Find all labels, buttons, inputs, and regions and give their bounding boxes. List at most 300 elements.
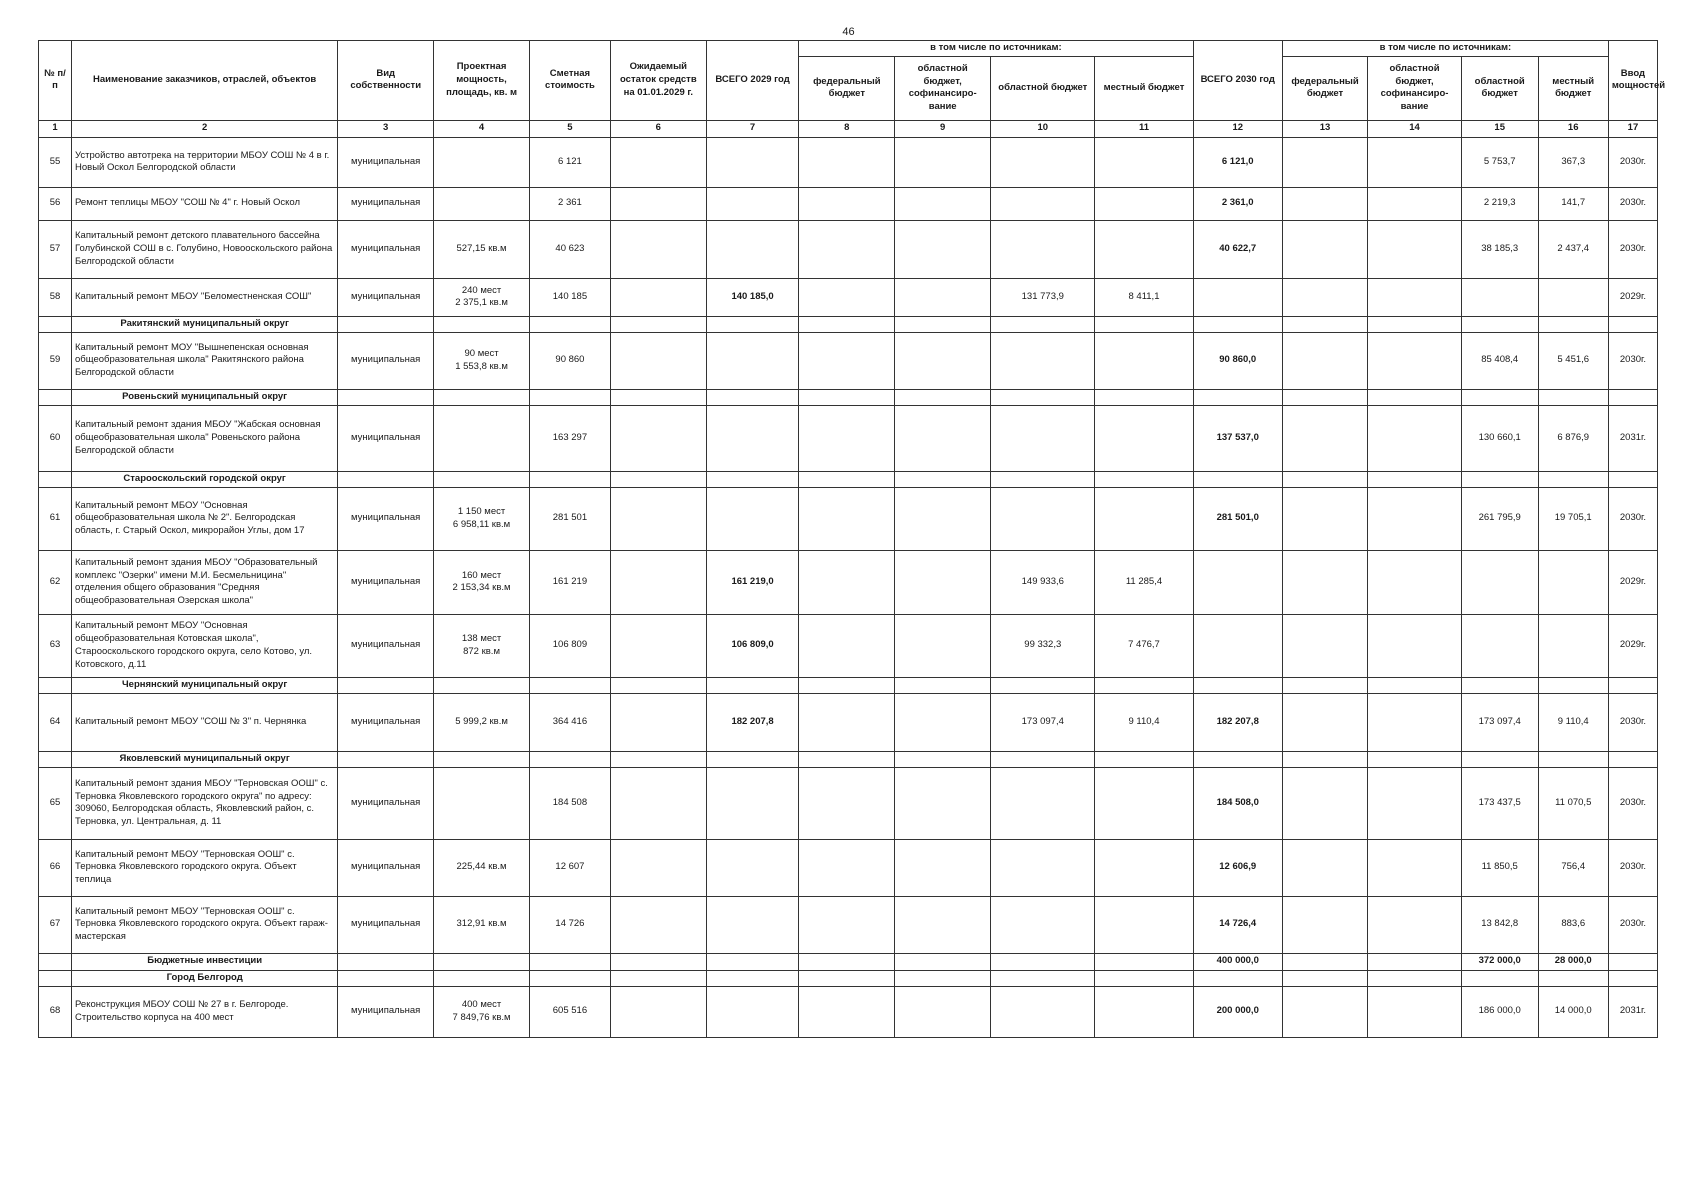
empty-cell [1368,316,1462,332]
empty-cell [1608,316,1657,332]
cell-name: Капитальный ремонт МБОУ "Терновская ООШ" с. Терновка Яковлевского городского округа. Объект теплица [72,839,338,896]
empty-cell [1538,970,1608,986]
cell-name: Устройство автотрека на территории МБОУ СОШ № 4 в г. Новый Оскол Белгородской области [72,137,338,187]
cell-total-2029: 140 185,0 [706,278,799,316]
cell-name: Капитальный ремонт здания МБОУ "Жабская основная общеобразовательная школа" Ровеньского района Белгородской области [72,405,338,471]
header-group-2029: в том числе по источникам: [799,41,1193,57]
cell-name: Капитальный ремонт МОУ "Вышнепенская основная общеобразовательная школа" Ракитянского района Белгородской области [72,332,338,389]
empty-cell [338,970,434,986]
cell-loc-2029 [1095,896,1193,953]
empty-cell [610,751,706,767]
cell-fed-2029 [799,986,895,1037]
cell-fed-2030 [1282,614,1367,677]
cell-fed-2030 [1282,137,1367,187]
cell-commission: 2030г. [1608,187,1657,220]
empty-cell [1282,471,1367,487]
empty-cell [1368,751,1462,767]
cell-loc-2029 [1095,137,1193,187]
cell-ownership: муниципальная [338,550,434,614]
header-estimate: Сметная стоимость [529,41,610,121]
cell-loc-2029 [1095,187,1193,220]
cell-remainder [610,839,706,896]
empty-cell [1461,471,1538,487]
empty-cell [39,389,72,405]
cell-cofin-2030 [1368,487,1462,550]
section-row [39,970,1658,986]
header-local-2029: местный бюджет [1095,56,1193,120]
cell-total-2030: 281 501,0 [1193,487,1282,550]
cell-cofin-2029 [895,487,991,550]
empty-cell [1193,316,1282,332]
table-row [39,332,1658,389]
header-ownership: Вид собственности [338,41,434,121]
empty-cell [1368,677,1462,693]
empty-cell [1538,389,1608,405]
cell-fed-2029 [799,187,895,220]
cell-total-2029 [706,405,799,471]
cell-ownership: муниципальная [338,839,434,896]
cell-total-2029 [706,137,799,187]
table-row [39,767,1658,839]
cell-loc-2029 [1095,405,1193,471]
total-loc-2030: 28 000,0 [1538,953,1608,970]
total-title: Бюджетные инвестиции [72,953,338,970]
cell-loc-2030: 6 876,9 [1538,405,1608,471]
cell-capacity: 160 мест 2 153,34 кв.м [434,550,530,614]
empty-cell [529,970,610,986]
empty-cell [1282,316,1367,332]
empty-cell [1461,970,1538,986]
empty-cell [991,677,1095,693]
cell-no: 67 [39,896,72,953]
section-title: Чернянский муниципальный округ [72,677,338,693]
cell-fed-2030 [1282,405,1367,471]
column-number: 6 [610,120,706,137]
cell-cofin-2029 [895,614,991,677]
cell-cofin-2030 [1368,278,1462,316]
empty-cell [991,751,1095,767]
cell-cofin-2029 [895,896,991,953]
table-row [39,839,1658,896]
cell-loc-2030 [1538,550,1608,614]
cell-fed-2030 [1282,187,1367,220]
cell-total-2029 [706,767,799,839]
table-row [39,896,1658,953]
cell-cofin-2030 [1368,986,1462,1037]
cell-cofin-2030 [1368,839,1462,896]
cell-reg-2029 [991,137,1095,187]
cell-name: Капитальный ремонт здания МБОУ "Терновская ООШ" с. Терновка Яковлевского городского округа" по адресу: 309060, Белгородская область, Яковлевский район, с. Терновка, ул. Центральная, д. 11 [72,767,338,839]
cell-total-2030: 2 361,0 [1193,187,1282,220]
cell-loc-2030: 19 705,1 [1538,487,1608,550]
cell-fed-2029 [799,332,895,389]
empty-cell [991,970,1095,986]
empty-cell [1461,316,1538,332]
section-title: Яковлевский муниципальный округ [72,751,338,767]
cell-ownership: муниципальная [338,986,434,1037]
cell-remainder [610,487,706,550]
cell-total-2030 [1193,278,1282,316]
cell-total-2029 [706,332,799,389]
cell-loc-2029 [1095,767,1193,839]
cell-cofin-2029 [895,839,991,896]
empty-cell [338,953,434,970]
cell-no: 55 [39,137,72,187]
cell-total-2030: 14 726,4 [1193,896,1282,953]
section-row [39,677,1658,693]
cell-estimate: 163 297 [529,405,610,471]
cell-fed-2029 [799,767,895,839]
cell-cofin-2030 [1368,220,1462,278]
cell-no: 59 [39,332,72,389]
empty-cell [39,970,72,986]
empty-cell [1282,970,1367,986]
cell-estimate: 40 623 [529,220,610,278]
empty-cell [1282,677,1367,693]
empty-cell [1368,970,1462,986]
cell-fed-2030 [1282,278,1367,316]
empty-cell [529,471,610,487]
cell-cofin-2029 [895,332,991,389]
cell-loc-2030: 883,6 [1538,896,1608,953]
empty-cell [1608,953,1657,970]
cell-reg-2030: 173 097,4 [1461,693,1538,751]
header-remainder: Ожидаемый остаток средств на 01.01.2029 г. [610,41,706,121]
empty-cell [529,316,610,332]
cell-cofin-2030 [1368,614,1462,677]
cell-ownership: муниципальная [338,187,434,220]
cell-cofin-2029 [895,767,991,839]
cell-remainder [610,187,706,220]
empty-cell [1608,751,1657,767]
cell-cofin-2029 [895,693,991,751]
cell-reg-2030: 2 219,3 [1461,187,1538,220]
column-number: 3 [338,120,434,137]
header-cofin-2030: областной бюджет, софинансиро-вание [1368,56,1462,120]
empty-cell [39,751,72,767]
empty-cell [706,677,799,693]
empty-cell [895,677,991,693]
cell-name: Капитальный ремонт детского плавательного бассейна Голубинской СОШ в с. Голубино, Новооскольского района Белгородской области [72,220,338,278]
cell-fed-2030 [1282,332,1367,389]
header-total-2029: ВСЕГО 2029 год [706,41,799,121]
column-number: 7 [706,120,799,137]
header-name: Наименование заказчиков, отраслей, объектов [72,41,338,121]
cell-reg-2030 [1461,278,1538,316]
header-total-2030: ВСЕГО 2030 год [1193,41,1282,121]
empty-cell [1461,389,1538,405]
empty-cell [39,316,72,332]
cell-reg-2030: 38 185,3 [1461,220,1538,278]
cell-fed-2030 [1282,767,1367,839]
cell-cofin-2030 [1368,332,1462,389]
cell-reg-2029 [991,220,1095,278]
cell-total-2030: 182 207,8 [1193,693,1282,751]
column-number: 15 [1461,120,1538,137]
empty-cell [1538,316,1608,332]
empty-cell [39,953,72,970]
cell-estimate: 140 185 [529,278,610,316]
cell-loc-2029 [1095,332,1193,389]
table-row [39,550,1658,614]
cell-commission: 2030г. [1608,896,1657,953]
empty-cell [434,677,530,693]
cell-commission: 2031г. [1608,405,1657,471]
empty-cell [895,751,991,767]
cell-remainder [610,278,706,316]
cell-commission: 2030г. [1608,839,1657,896]
cell-remainder [610,332,706,389]
empty-cell [1368,953,1462,970]
header-row-1 [39,41,1658,57]
cell-remainder [610,896,706,953]
empty-cell [39,677,72,693]
cell-commission: 2030г. [1608,137,1657,187]
cell-capacity: 527,15 кв.м [434,220,530,278]
cell-fed-2029 [799,896,895,953]
cell-total-2030: 90 860,0 [1193,332,1282,389]
cell-reg-2029 [991,332,1095,389]
cell-cofin-2029 [895,137,991,187]
cell-fed-2029 [799,614,895,677]
cell-no: 60 [39,405,72,471]
total-reg-2030: 372 000,0 [1461,953,1538,970]
cell-cofin-2029 [895,187,991,220]
cell-fed-2029 [799,405,895,471]
column-number: 4 [434,120,530,137]
cell-estimate: 12 607 [529,839,610,896]
table-row [39,220,1658,278]
page-number: 46 [842,26,855,38]
header-no: № п/п [39,41,72,121]
cell-reg-2029 [991,767,1095,839]
cell-loc-2030: 367,3 [1538,137,1608,187]
cell-estimate: 14 726 [529,896,610,953]
cell-fed-2030 [1282,986,1367,1037]
cell-reg-2029: 173 097,4 [991,693,1095,751]
cell-ownership: муниципальная [338,278,434,316]
cell-reg-2029 [991,839,1095,896]
cell-loc-2030: 11 070,5 [1538,767,1608,839]
cell-total-2029 [706,986,799,1037]
cell-name: Капитальный ремонт МБОУ "Беломестненская СОШ" [72,278,338,316]
cell-estimate: 106 809 [529,614,610,677]
cell-no: 63 [39,614,72,677]
cell-capacity [434,137,530,187]
cell-reg-2030 [1461,614,1538,677]
header-federal-2029: федеральный бюджет [799,56,895,120]
header-local-2030: местный бюджет [1538,56,1608,120]
empty-cell [434,751,530,767]
cell-ownership: муниципальная [338,693,434,751]
cell-loc-2029: 7 476,7 [1095,614,1193,677]
cell-loc-2030: 5 451,6 [1538,332,1608,389]
cell-reg-2030: 85 408,4 [1461,332,1538,389]
header-regional-2029: областной бюджет [991,56,1095,120]
cell-fed-2029 [799,278,895,316]
empty-cell [991,471,1095,487]
cell-loc-2030: 9 110,4 [1538,693,1608,751]
header-cofin-2029: областной бюджет, софинансиро-вание [895,56,991,120]
column-number: 16 [1538,120,1608,137]
column-number: 5 [529,120,610,137]
column-number: 13 [1282,120,1367,137]
cell-commission: 2029г. [1608,614,1657,677]
cell-capacity: 1 150 мест 6 958,11 кв.м [434,487,530,550]
column-number: 10 [991,120,1095,137]
cell-commission: 2030г. [1608,220,1657,278]
empty-cell [799,389,895,405]
empty-cell [529,953,610,970]
cell-no: 61 [39,487,72,550]
cell-capacity [434,405,530,471]
column-number: 17 [1608,120,1657,137]
column-number: 8 [799,120,895,137]
cell-estimate: 605 516 [529,986,610,1037]
cell-no: 64 [39,693,72,751]
cell-total-2029: 182 207,8 [706,693,799,751]
empty-cell [1282,389,1367,405]
empty-cell [1095,970,1193,986]
cell-total-2030: 12 606,9 [1193,839,1282,896]
empty-cell [529,389,610,405]
empty-cell [434,389,530,405]
cell-fed-2029 [799,550,895,614]
total-total-2030: 400 000,0 [1193,953,1282,970]
empty-cell [1608,471,1657,487]
cell-ownership: муниципальная [338,767,434,839]
empty-cell [338,389,434,405]
empty-cell [706,751,799,767]
section-title: Город Белгород [72,970,338,986]
cell-no: 66 [39,839,72,896]
cell-reg-2030: 5 753,7 [1461,137,1538,187]
column-number: 11 [1095,120,1193,137]
cell-remainder [610,550,706,614]
empty-cell [338,751,434,767]
empty-cell [706,316,799,332]
cell-reg-2029 [991,487,1095,550]
cell-total-2029: 106 809,0 [706,614,799,677]
empty-cell [610,471,706,487]
cell-cofin-2029 [895,550,991,614]
empty-cell [991,389,1095,405]
cell-fed-2029 [799,137,895,187]
cell-cofin-2030 [1368,896,1462,953]
cell-fed-2030 [1282,839,1367,896]
cell-remainder [610,137,706,187]
cell-estimate: 364 416 [529,693,610,751]
cell-estimate: 281 501 [529,487,610,550]
cell-fed-2030 [1282,550,1367,614]
table-row [39,487,1658,550]
cell-ownership: муниципальная [338,614,434,677]
cell-ownership: муниципальная [338,332,434,389]
empty-cell [799,970,895,986]
empty-cell [434,316,530,332]
cell-ownership: муниципальная [338,137,434,187]
empty-cell [610,316,706,332]
cell-fed-2030 [1282,693,1367,751]
cell-total-2030: 40 622,7 [1193,220,1282,278]
column-number: 1 [39,120,72,137]
empty-cell [1368,471,1462,487]
empty-cell [799,677,895,693]
cell-fed-2030 [1282,896,1367,953]
cell-ownership: муниципальная [338,220,434,278]
cell-estimate: 2 361 [529,187,610,220]
cell-commission: 2030г. [1608,487,1657,550]
cell-capacity: 400 мест 7 849,76 кв.м [434,986,530,1037]
cell-ownership: муниципальная [338,896,434,953]
cell-remainder [610,405,706,471]
empty-cell [1282,953,1367,970]
cell-no: 68 [39,986,72,1037]
empty-cell [1193,389,1282,405]
empty-cell [1608,677,1657,693]
cell-total-2030: 184 508,0 [1193,767,1282,839]
cell-ownership: муниципальная [338,405,434,471]
cell-loc-2030 [1538,278,1608,316]
empty-cell [895,953,991,970]
empty-cell [1282,751,1367,767]
empty-cell [1193,471,1282,487]
column-number-row [39,120,1658,137]
cell-no: 56 [39,187,72,220]
table-row [39,614,1658,677]
cell-estimate: 184 508 [529,767,610,839]
header-commission: Ввод мощностей [1608,41,1657,121]
empty-cell [1608,389,1657,405]
cell-capacity [434,767,530,839]
cell-total-2029 [706,487,799,550]
table-row [39,278,1658,316]
cell-commission: 2030г. [1608,693,1657,751]
cell-fed-2029 [799,839,895,896]
cell-reg-2029: 149 933,6 [991,550,1095,614]
cell-commission: 2030г. [1608,332,1657,389]
cell-cofin-2029 [895,278,991,316]
cell-no: 62 [39,550,72,614]
cell-remainder [610,767,706,839]
cell-fed-2030 [1282,487,1367,550]
cell-fed-2029 [799,220,895,278]
cell-name: Капитальный ремонт МБОУ "Терновская ООШ" с. Терновка Яковлевского городского округа. Объект гараж-мастерская [72,896,338,953]
cell-no: 58 [39,278,72,316]
cell-loc-2029 [1095,986,1193,1037]
empty-cell [338,471,434,487]
cell-total-2030: 200 000,0 [1193,986,1282,1037]
cell-remainder [610,220,706,278]
total-row [39,953,1658,970]
cell-loc-2030: 756,4 [1538,839,1608,896]
cell-capacity [434,187,530,220]
cell-loc-2029 [1095,839,1193,896]
column-number: 2 [72,120,338,137]
cell-loc-2029 [1095,220,1193,278]
cell-reg-2029: 131 773,9 [991,278,1095,316]
empty-cell [1461,677,1538,693]
cell-total-2030: 6 121,0 [1193,137,1282,187]
empty-cell [799,471,895,487]
cell-capacity: 138 мест 872 кв.м [434,614,530,677]
cell-cofin-2030 [1368,187,1462,220]
cell-name: Капитальный ремонт МБОУ "СОШ № 3" п. Чернянка [72,693,338,751]
cell-loc-2029: 11 285,4 [1095,550,1193,614]
empty-cell [39,471,72,487]
cell-total-2030: 137 537,0 [1193,405,1282,471]
header-regional-2030: областной бюджет [1461,56,1538,120]
